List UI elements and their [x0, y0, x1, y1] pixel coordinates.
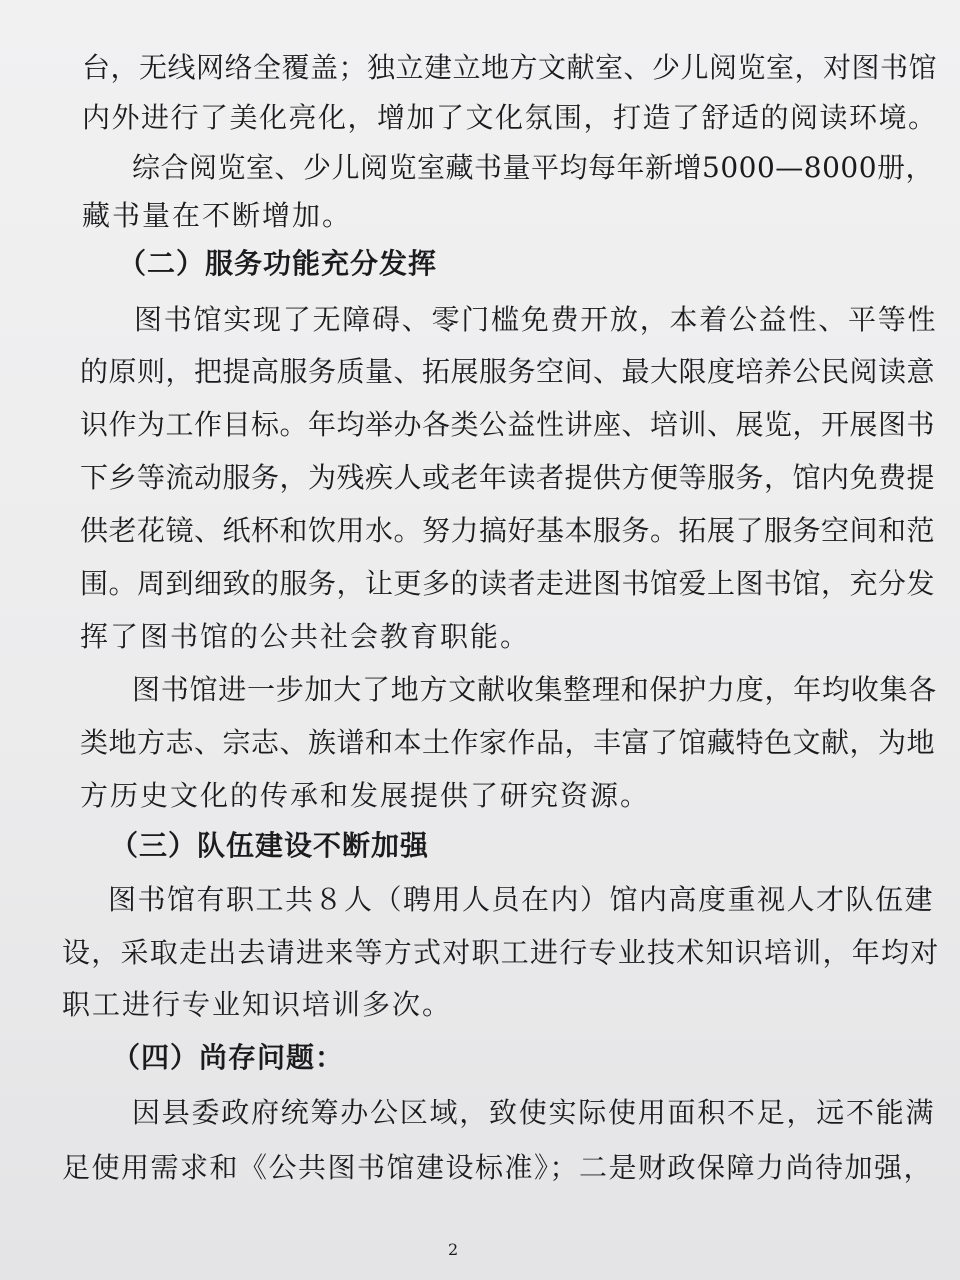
body-line: 足使用需求和《公共图书馆建设标准》；二是财政保障力尚待加强，	[62, 1151, 934, 1184]
page-number: 2	[448, 1240, 459, 1259]
body-line: 的原则，把提高服务质量、拓展服务空间、最大限度培养公民阅读意	[80, 355, 936, 388]
body-line: 下乡等流动服务，为残疾人或老年读者提供方便等服务，馆内免费提	[80, 461, 936, 494]
section-heading: （三）队伍建设不断加强	[110, 829, 430, 862]
body-line: 围。周到细致的服务，让更多的读者走进图书馆爱上图书馆，充分发	[80, 567, 936, 600]
body-line: 挥了图书馆的公共社会教育职能。	[80, 620, 531, 653]
body-line: 综合阅览室、少儿阅览室藏书量平均每年新增5000—8000册，	[132, 151, 935, 184]
body-line: 供老花镜、纸杯和饮用水。努力搞好基本服务。拓展了服务空间和范	[80, 514, 936, 547]
body-line: 图书馆进一步加大了地方文献收集整理和保护力度，年均收集各	[132, 673, 938, 706]
body-line: 内外进行了美化亮化，增加了文化氛围，打造了舒适的阅读环境。	[82, 101, 938, 134]
section-heading: （四）尚存问题：	[112, 1041, 345, 1074]
body-line: 因县委政府统筹办公区域，致使实际使用面积不足，远不能满	[132, 1096, 936, 1129]
body-line: 类地方志、宗志、族谱和本土作家作品，丰富了馆藏特色文献，为地	[80, 726, 936, 759]
section-heading: （二）服务功能充分发挥	[118, 247, 438, 280]
body-line: 图书馆实现了无障碍、零门槛免费开放，本着公益性、平等性	[134, 303, 938, 336]
body-line: 图书馆有职工共８人（聘用人员在内）馆内高度重视人才队伍建	[108, 883, 935, 916]
body-line: 台，无线网络全覆盖；独立建立地方文献室、少儿阅览室，对图书馆	[82, 51, 938, 84]
body-line: 设，采取走出去请进来等方式对职工进行专业技术知识培训，年均对	[62, 936, 940, 969]
body-line: 识作为工作目标。年均举办各类公益性讲座、培训、展览，开展图书	[80, 408, 936, 441]
body-line: 职工进行专业知识培训多次。	[62, 988, 453, 1021]
body-line: 藏书量在不断增加。	[82, 199, 353, 232]
body-line: 方历史文化的传承和发展提供了研究资源。	[80, 779, 651, 812]
